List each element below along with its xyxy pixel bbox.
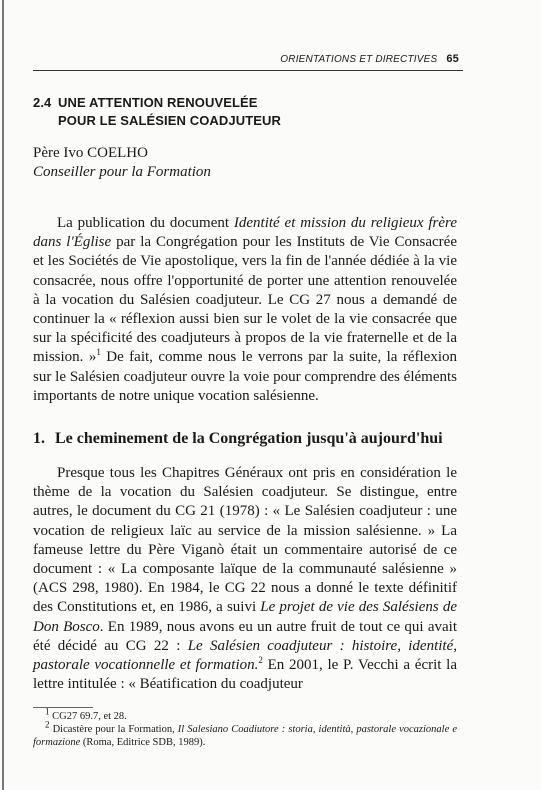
footnote-2-title: Il Salesiano Coadiutore : storia, identità, pastorale vocazionale e formazione	[33, 724, 457, 748]
page-number: 65	[446, 53, 459, 65]
coadjuteur-book-title: Le Salésien coadjuteur : histoire, identité, pastorale vocationnelle et formation.	[33, 637, 457, 674]
footnote-2	[33, 719, 457, 749]
author-block	[33, 144, 211, 182]
footnote-2-text-b: (Roma, Editrice SDB, 1989).	[80, 737, 206, 748]
section-title-line2: POUR LE SALÉSIEN COADJUTEUR	[58, 113, 282, 128]
projet-de-vie-title: Le projet de vie des Salésiens de Don Bosco	[33, 599, 457, 635]
footnote-1	[33, 706, 457, 723]
running-header	[280, 53, 459, 65]
author-role: Conseiller pour la Formation	[33, 164, 211, 180]
footnote-2-mark: 2	[45, 719, 50, 730]
section-title	[33, 94, 281, 130]
footnote-ref-2: 2	[258, 655, 263, 666]
intro-text-b: par la Congrégation pour les Instituts de Vie Consacrée et les Sociétés de Vie apostolique, vers la fin de l'année dédiée à la vie consacrée, nous offre l'opportunité de porter une attention renouvelée à la vocation du Salésien coadjuteur. Le CG 27 nous a demandé de continuer la « réflexion aussi bien sur le volet de la vie consacrée que sur la spécificité des coadjuteurs à propos de la vie fraternelle et de la mission. »	[33, 234, 457, 366]
footnote-1-mark: 1	[45, 706, 50, 717]
section-number: 2.4	[33, 95, 52, 110]
history-text-c: En 2001, le P. Vecchi a écrit la lettre intitulée : « Béatification du coadjuteur	[33, 657, 457, 693]
subsection-number: 1.	[33, 430, 45, 447]
subsection-title: Le cheminement de la Congrégation jusqu'à aujourd'hui	[55, 430, 443, 447]
header-rule	[33, 70, 463, 71]
footnotes	[33, 706, 457, 749]
history-text-b: . En 1989, nous avons eu un autre fruit de tout ce qui avait été décidé au CG 22 :	[33, 618, 457, 654]
intro-paragraph	[33, 214, 457, 406]
page-edge-rule	[2, 0, 4, 790]
history-text-a: Presque tous les Chapitres Généraux ont pris en considération le thème de la vocation du Salésien coadjuteur. Se distingue, entre autres, le document du CG 21 (1978) : « Le Salésien coadjuteur : une vocation de religieux laïc au service de la mission salésienne. » La fameuse lettre du Père Viganò était un commentaire autorisé de ce document : « La composante laïque de la communauté salésienne » (ACS 298, 1980). En 1984, le CG 22 nous a donné le texte définitif des Constitutions et, en 1986, a suivi	[33, 465, 457, 616]
intro-text-a: La publication du document	[57, 215, 234, 231]
author-name: Père Ivo COELHO	[33, 145, 148, 161]
intro-text-c: De fait, comme nous le verrons par la suite, la réflexion sur le Salésien coadjuteur ouvre la voie pour comprendre des éléments importants de notre unique vocation salésienne.	[33, 349, 457, 404]
footnote-rule	[33, 707, 93, 708]
document-title: Identité et mission du religieux frère dans l'Église	[33, 215, 457, 251]
footnote-2-text-a: Dicastère pour la Formation,	[49, 724, 178, 735]
section-title-line1: UNE ATTENTION RENOUVELÉE	[58, 95, 258, 110]
running-title: ORIENTATIONS ET DIRECTIVES	[280, 54, 438, 65]
history-paragraph	[33, 464, 457, 694]
footnote-1-text: CG27 69.7, et 28.	[49, 711, 127, 722]
subsection-heading	[33, 430, 463, 448]
footnote-ref-1: 1	[96, 347, 101, 358]
